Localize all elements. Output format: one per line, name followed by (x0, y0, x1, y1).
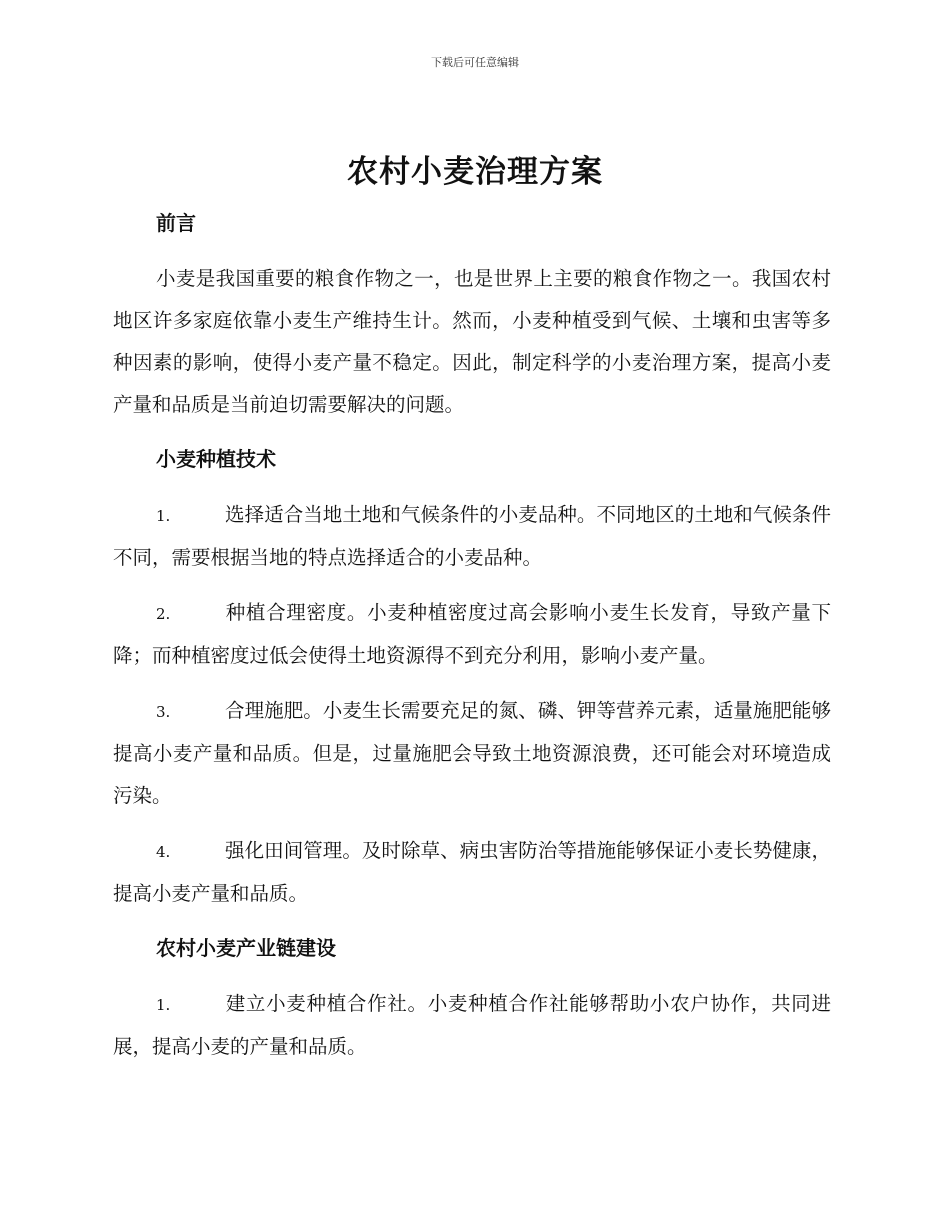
list-item (113, 830, 831, 915)
list-item-number: 4. (156, 843, 171, 861)
section-heading-planting-techniques: 小麦种植技术 (156, 447, 276, 471)
list-item-number: 2. (156, 605, 171, 623)
preface-paragraph: 小麦是我国重要的粮食作物之一，也是世界上主要的粮食作物之一。我国农村地区许多家庭依靠小麦生产维持生计。然而，小麦种植受到气候、土壤和虫害等多种因素的影响，使得小麦产量不稳定。因此，制定科学的小麦治理方案，提高小麦产量和品质是当前迫切需要解决的问题。 (113, 267, 831, 416)
list-item-text: 种植合理密度。小麦种植密度过高会影响小麦生长发育，导致产量下降；而种植密度过低会使得土地资源得不到充分利用，影响小麦产量。 (113, 601, 831, 667)
list-item-text: 选择适合当地土地和气候条件的小麦品种。不同地区的土地和气候条件不同，需要根据当地的特点选择适合的小麦品种。 (113, 503, 831, 569)
list-item-text: 建立小麦种植合作社。小麦种植合作社能够帮助小农户协作，共同进展，提高小麦的产量和品质。 (113, 992, 831, 1058)
list-item-number: 1. (156, 507, 171, 525)
list-item-text: 合理施肥。小麦生长需要充足的氮、磷、钾等营养元素，适量施肥能够提高小麦产量和品质。但是，过量施肥会导致土地资源浪费，还可能会对环境造成污染。 (113, 699, 831, 807)
list-item-number: 3. (156, 703, 171, 721)
page-header-note: 下载后可任意编辑 (431, 56, 519, 69)
list-item (113, 592, 831, 677)
list-item (113, 494, 831, 579)
document-title: 农村小麦治理方案 (347, 154, 603, 190)
list-item-number: 1. (156, 996, 171, 1014)
list-item-text: 强化田间管理。及时除草、病虫害防治等措施能够保证小麦长势健康，提高小麦产量和品质。 (113, 839, 831, 905)
document-body (113, 203, 831, 1081)
list-item (113, 690, 831, 817)
section-heading-industry-chain: 农村小麦产业链建设 (156, 936, 336, 960)
list-item (113, 983, 831, 1068)
section-heading-preface: 前言 (156, 211, 196, 235)
